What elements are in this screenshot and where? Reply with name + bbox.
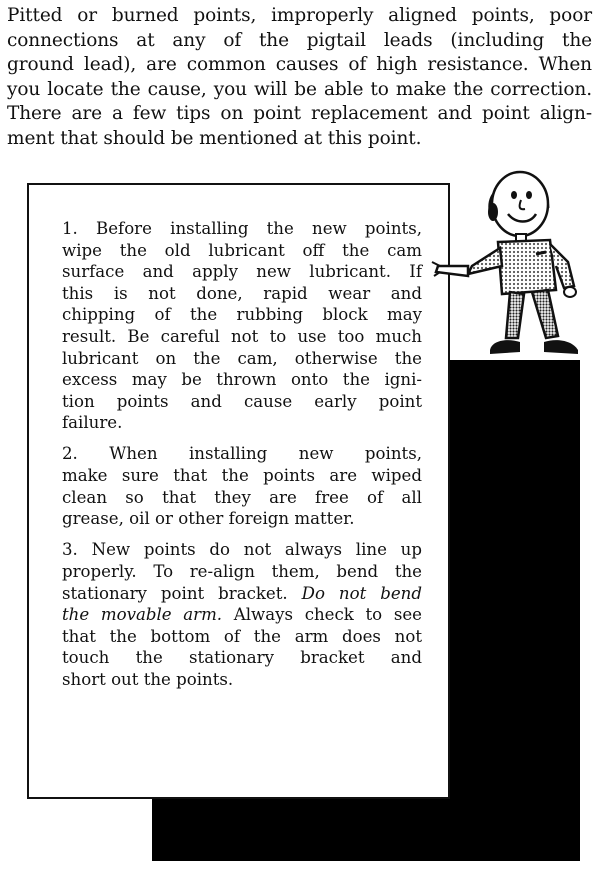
tip-line: short out the points. [62,669,234,689]
tip-2 [62,443,422,529]
tip-line: 3. New points do not always line up [62,540,422,560]
tip-line: surface and apply new lubricant. If [62,262,422,282]
tips-box [27,183,450,799]
tip-text-plain: stationary point bracket. [62,583,302,603]
intro-line: you locate the cause, you will be able to make the correction. [7,78,592,100]
tip-line: make sure that the points are wiped [62,466,422,486]
tip-line: wipe the old lubricant off the cam [62,240,422,260]
tip-line: clean so that they are free of all [62,487,422,507]
tip-line: chipping of the rubbing block may [62,305,422,325]
intro-line: ment that should be mentioned at this point. [7,127,422,149]
tip-line: tion points and cause early point [62,391,422,411]
tip-line: this is not done, rapid wear and [62,283,422,303]
tip-line: 2. When installing new points, [62,444,422,464]
tip-text-italic: the movable arm. [62,605,223,625]
mascot-illustration [428,162,588,362]
intro-line: There are a few tips on point replacement and point align- [7,103,592,125]
tip-line: 1. Before installing the new points, [62,219,422,238]
tip-line: grease, oil or other foreign matter. [62,509,355,529]
tip-line [62,583,422,605]
intro-paragraph [7,4,592,152]
intro-line: connections at any of the pigtail leads (including the [7,29,592,51]
tip-line [62,604,422,626]
tip-line: that the bottom of the arm does not [62,626,422,646]
tip-line: properly. To re-align them, bend the [62,561,422,581]
tip-text-italic: Do not bend [301,583,422,603]
tip-line: excess may be thrown onto the igni- [62,370,422,390]
tip-3 [62,539,422,690]
tip-line: touch the stationary bracket and [62,648,422,668]
tip-text-plain: Always check to see [222,605,422,625]
intro-line: Pitted or burned points, improperly aligned points, poor [7,5,592,26]
tips-list [62,218,422,700]
intro-line: ground lead), are common causes of high resistance. When [7,54,592,76]
tip-1 [62,218,422,434]
tip-line: failure. [62,413,123,433]
tip-line: lubricant on the cam, otherwise the [62,348,422,368]
tip-line: result. Be careful not to use too much [62,326,422,346]
